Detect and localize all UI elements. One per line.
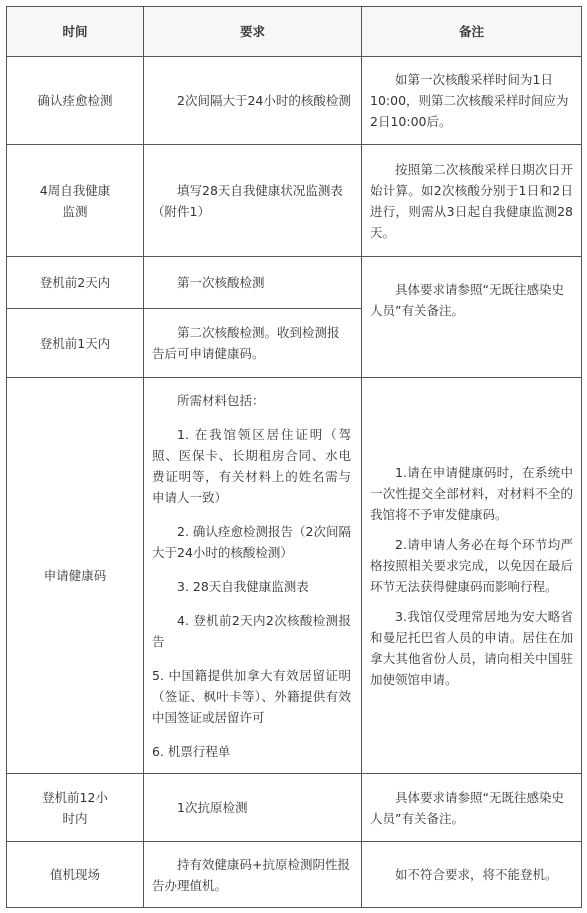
requirement-cell: 1次抗原检测 bbox=[144, 774, 362, 842]
remark-cell bbox=[362, 378, 582, 774]
remark-cell: 按照第二次核酸采样日期次日开始计算。如2次核酸分别于1日和2日进行，则需从3日起自我健康监测28天。 bbox=[362, 145, 582, 257]
remark-cell: 如第一次核酸采样时间为1日10:00，则第二次核酸采样时间应为2日10:00后。 bbox=[362, 57, 582, 145]
list-item: 6. 机票行程单 bbox=[152, 743, 231, 759]
header-requirement: 要求 bbox=[144, 7, 362, 57]
time-cell: 值机现场 bbox=[7, 842, 144, 908]
remark-cell: 如不符合要求，将不能登机。 bbox=[362, 842, 582, 908]
table-row bbox=[7, 774, 582, 842]
requirement-cell bbox=[144, 378, 362, 774]
requirement-cell: 持有效健康码+抗原检测阴性报告办理值机。 bbox=[144, 842, 362, 908]
list-item: 5. 中国籍提供加拿大有效居留证明（签证、枫叶卡等）、外籍提供有效中国签证或居留许可 bbox=[152, 667, 351, 725]
requirement-cell: 第二次核酸检测。收到检测报告后可申请健康码。 bbox=[144, 309, 362, 378]
time-cell: 4周自我健康监测 bbox=[7, 145, 144, 257]
time-cell: 登机前1天内 bbox=[7, 309, 144, 378]
list-item: 2. 确认痊愈检测报告（2次间隔大于24小时的核酸检测） bbox=[152, 523, 351, 560]
table-row bbox=[7, 145, 582, 257]
list-item: 3. 28天自我健康监测表 bbox=[177, 578, 309, 594]
table-row bbox=[7, 378, 582, 774]
time-cell: 登机前12小时内 bbox=[7, 774, 144, 842]
list-item: 所需材料包括： bbox=[177, 392, 265, 408]
time-cell: 确认痊愈检测 bbox=[7, 57, 144, 145]
remark-cell: 具体要求请参照“无既往感染史人员”有关备注。 bbox=[362, 257, 582, 378]
requirement-cell: 2次间隔大于24小时的核酸检测 bbox=[144, 57, 362, 145]
list-item: 2.请申请人务必在每个环节均严格按照相关要求完成，以免因在最后环节无法获得健康码而影响行程。 bbox=[370, 536, 573, 594]
table-row bbox=[7, 257, 582, 309]
table-row bbox=[7, 57, 582, 145]
list-item: 1. 在我馆领区居住证明（驾照、医保卡、长期租房合同、水电费证明等，有关材料上的姓名需与申请人一致） bbox=[152, 426, 351, 505]
remark-cell: 具体要求请参照“无既往感染史人员”有关备注。 bbox=[362, 774, 582, 842]
requirement-cell: 填写28天自我健康状况监测表（附件1） bbox=[144, 145, 362, 257]
time-cell: 申请健康码 bbox=[7, 378, 144, 774]
header-time: 时间 bbox=[7, 7, 144, 57]
list-item: 4. 登机前2天内2次核酸检测报告 bbox=[152, 612, 351, 649]
header-remarks: 备注 bbox=[362, 7, 582, 57]
table-row bbox=[7, 842, 582, 908]
time-cell: 登机前2天内 bbox=[7, 257, 144, 309]
list-item: 1.请在申请健康码时，在系统中一次性提交全部材料，对材料不全的我馆将不予审发健康码。 bbox=[370, 464, 573, 522]
table-header-row bbox=[7, 7, 582, 57]
requirement-cell: 第一次核酸检测 bbox=[144, 257, 362, 309]
requirements-table bbox=[6, 6, 582, 908]
list-item: 3.我馆仅受理常居地为安大略省和曼尼托巴省人员的申请。居住在加拿大其他省份人员，请向相关中国驻加使领馆申请。 bbox=[370, 608, 573, 687]
